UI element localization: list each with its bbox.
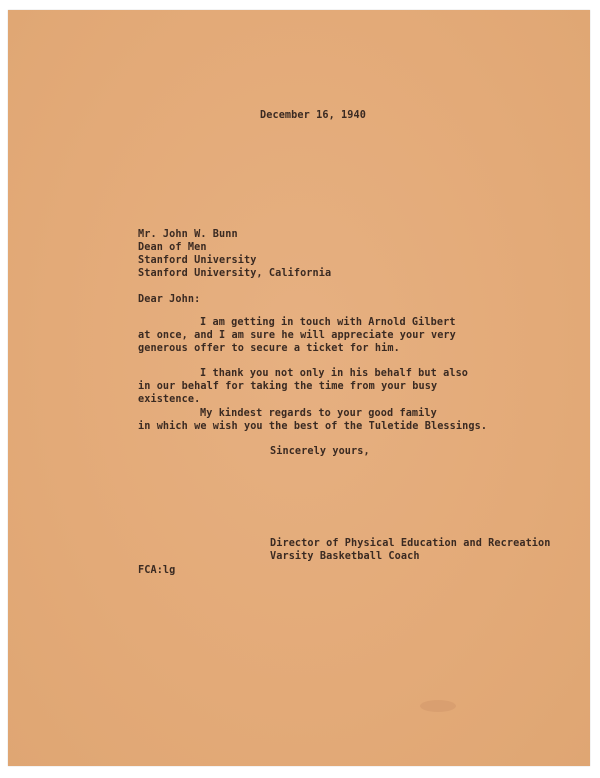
letter-page	[8, 10, 590, 766]
paragraph2-line3: existence.	[138, 394, 201, 405]
paragraph2-line2: in our behalf for taking the time from your busy	[138, 381, 438, 392]
recipient-title: Dean of Men	[138, 242, 207, 253]
recipient-address: Stanford University, California	[138, 268, 332, 279]
recipient-organization: Stanford University	[138, 255, 257, 266]
recipient-name: Mr. John W. Bunn	[138, 229, 238, 240]
paragraph1-line2: at once, and I am sure he will appreciate your very	[138, 330, 456, 341]
paper-stain	[420, 700, 456, 712]
typist-initials: FCA:lg	[138, 565, 176, 576]
salutation: Dear John:	[138, 294, 201, 305]
paragraph3-line1: My kindest regards to your good family	[200, 408, 437, 419]
paragraph3-line2: in which we wish you the best of the Tuletide Blessings.	[138, 421, 488, 432]
signature-line1: Director of Physical Education and Recreation	[270, 538, 551, 549]
paragraph2-line1: I thank you not only in his behalf but also	[200, 368, 469, 379]
paragraph1-line3: generous offer to secure a ticket for him.	[138, 343, 400, 354]
letter-date: December 16, 1940	[260, 110, 366, 121]
paragraph1-line1: I am getting in touch with Arnold Gilbert	[200, 317, 456, 328]
closing: Sincerely yours,	[270, 446, 370, 457]
signature-line2: Varsity Basketball Coach	[270, 551, 420, 562]
